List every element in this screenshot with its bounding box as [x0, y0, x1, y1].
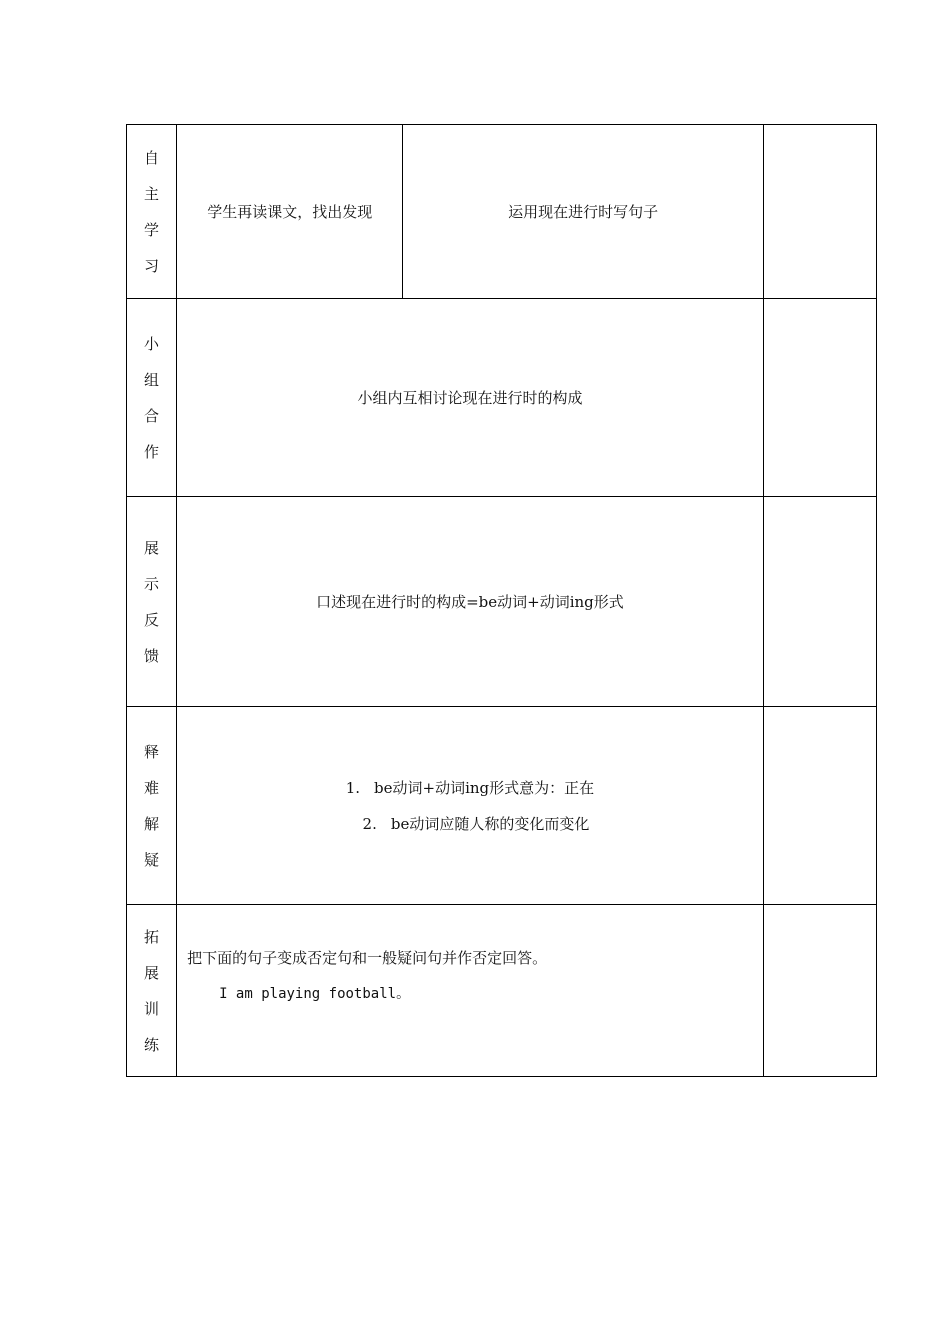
- row-label-self-study: [127, 125, 177, 299]
- exercise-sentence: I am playing football。: [219, 985, 411, 1002]
- note-cell: [763, 905, 876, 1077]
- group-work-text: 小组内互相讨论现在进行时的构成: [357, 388, 583, 407]
- label-char: 学: [144, 220, 160, 239]
- label-char: 示: [144, 574, 160, 593]
- presentation-text: 口述现在进行时的构成=be动词+动词ing形式: [316, 592, 624, 611]
- presentation-content: [177, 497, 764, 707]
- label-char: 难: [144, 778, 160, 797]
- label-char: 组: [144, 370, 160, 389]
- lesson-table: [126, 124, 877, 1077]
- label-char: 小: [144, 334, 160, 353]
- task-cell: [403, 125, 763, 299]
- list-item-text: be动词应随人称的变化而变化: [390, 814, 590, 833]
- exercise-instruction: 把下面的句子变成否定句和一般疑问句并作否定回答。: [187, 948, 548, 967]
- row-explanation: [127, 707, 877, 905]
- row-self-study: [127, 125, 877, 299]
- note-cell: [763, 125, 876, 299]
- row-label-extension: [127, 905, 177, 1077]
- label-char: 作: [144, 442, 160, 461]
- label-char: 训: [144, 999, 160, 1018]
- label-char: 拓: [144, 927, 160, 946]
- label-char: 主: [144, 184, 160, 203]
- label-char: 展: [144, 538, 160, 557]
- label-char: 合: [144, 406, 160, 425]
- label-char: 自: [144, 148, 160, 167]
- task-text: 运用现在进行时写句子: [508, 202, 659, 221]
- label-char: 解: [144, 814, 160, 833]
- label-char: 馈: [144, 646, 160, 665]
- label-char: 反: [144, 610, 160, 629]
- note-cell: [763, 299, 876, 497]
- label-char: 疑: [144, 850, 160, 869]
- list-item: [363, 806, 590, 842]
- list-item-number: 2.: [362, 814, 377, 833]
- label-char: 习: [144, 256, 160, 275]
- row-presentation: [127, 497, 877, 707]
- row-label-explanation: [127, 707, 177, 905]
- row-label-group-work: [127, 299, 177, 497]
- label-char: 释: [144, 742, 160, 761]
- label-char: 练: [144, 1035, 160, 1054]
- student-activity-text: 学生再读课文，找出发现: [207, 202, 373, 221]
- list-item: [346, 770, 594, 806]
- numbered-list: [177, 770, 763, 842]
- row-label-presentation: [127, 497, 177, 707]
- list-item-text: be动词+动词ing形式意为：正在: [374, 778, 595, 797]
- note-cell: [763, 497, 876, 707]
- extension-content: [177, 905, 764, 1077]
- group-work-content: [177, 299, 764, 497]
- list-item-number: 1.: [345, 778, 361, 797]
- row-group-work: [127, 299, 877, 497]
- note-cell: [763, 707, 876, 905]
- row-extension: [127, 905, 877, 1077]
- student-activity-cell: [177, 125, 403, 299]
- explanation-content: [177, 707, 764, 905]
- label-char: 展: [144, 963, 160, 982]
